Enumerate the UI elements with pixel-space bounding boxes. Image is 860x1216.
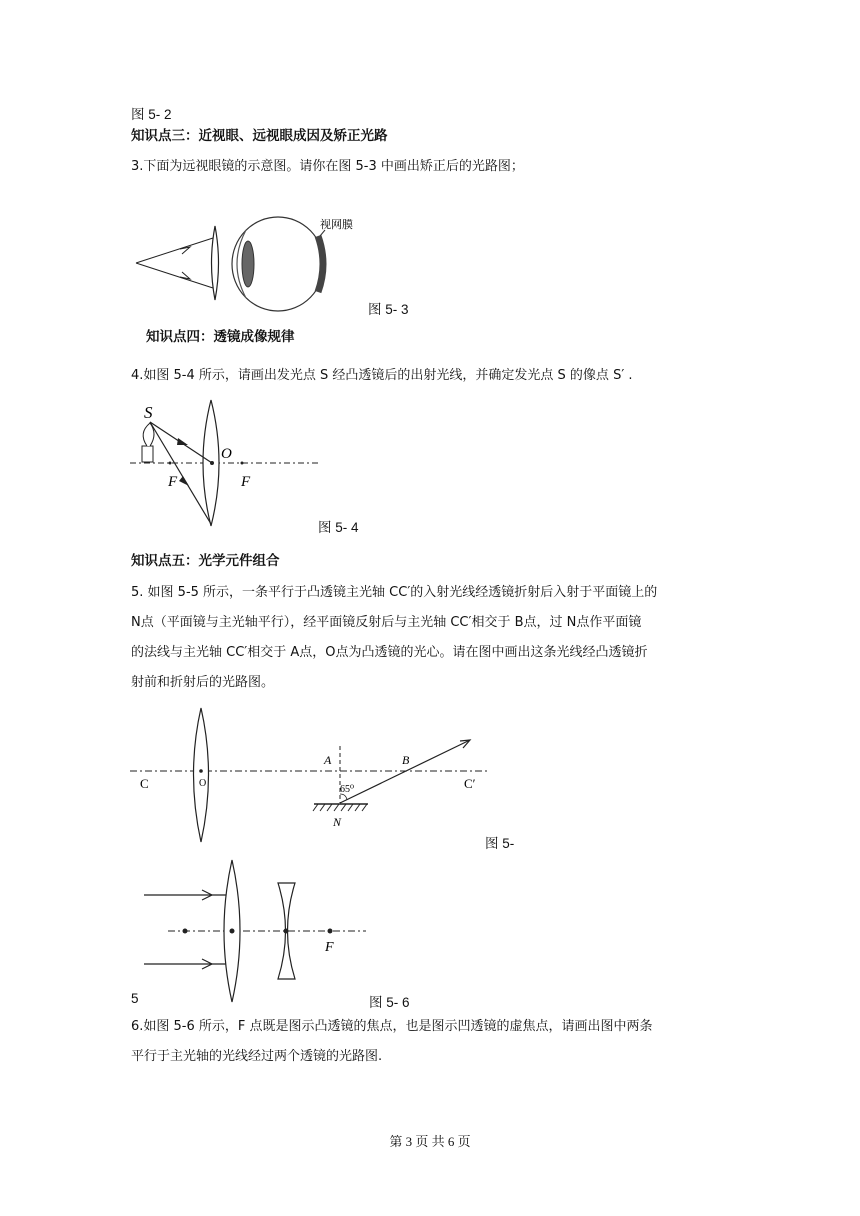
question-6-line-2: 平行于主光轴的光线经过两个透镜的光路图. (131, 1049, 383, 1064)
figure-5-2-caption: 图 5- 2 (131, 107, 172, 122)
figure-5-5-diagram (128, 706, 498, 846)
figure-5-4-diagram (128, 398, 328, 533)
question-4-text: 4.如图 5-4 所示，请画出发光点 S 经凸透镜后的出射光线，并确定发光点 S 的像点 S′ . (131, 368, 633, 383)
angle-label: 65⁰ (340, 784, 355, 795)
page-footer: 第 3 页 共 6 页 (389, 1134, 471, 1149)
point-a-label: A (324, 753, 332, 767)
question-6-text (131, 1012, 653, 1072)
section-5-heading: 知识点五：光学元件组合 (131, 553, 280, 569)
point-s-label: S (144, 403, 153, 422)
figure-5-6-diagram (128, 855, 368, 1005)
question-3-text: 3.下面为远视眼镜的示意图。请你在图 5-3 中画出矫正后的光路图； (131, 159, 524, 174)
figure-5-5-caption-continued: 5 (131, 991, 139, 1006)
optical-center-label: O (221, 446, 232, 462)
point-c-label: C (140, 776, 149, 791)
point-n-label: N (333, 815, 342, 829)
figure-5-6-caption: 图 5- 6 (369, 995, 410, 1010)
question-5-line-1: 5. 如图 5-5 所示，一条平行于凸透镜主光轴 CC′的入射光线经透镜折射后入射于平面镜上的 (131, 585, 658, 600)
figure-5-3-caption: 图 5- 3 (368, 302, 409, 317)
figure-5-4-caption: 图 5- 4 (318, 520, 359, 535)
point-b-label: B (402, 753, 410, 767)
figure-5-3-diagram (128, 208, 368, 318)
focus-f-label: F (325, 940, 334, 955)
focus-right-label: F (241, 474, 251, 490)
retina-label: 视网膜 (320, 219, 353, 231)
focus-left-label: F (168, 474, 178, 490)
point-c-prime-label: C′ (464, 776, 476, 791)
question-5-text (131, 578, 657, 698)
question-5-line-2: N点（平面镜与主光轴平行），经平面镜反射后与主光轴 CC′相交于 B点，过 N点作平面镜 (131, 615, 642, 630)
figure-5-5-caption: 图 5- (485, 836, 515, 851)
question-5-line-3: 的法线与主光轴 CC′相交于 A点，O点为凸透镜的光心。请在图中画出这条光线经凸透镜折 (131, 645, 648, 660)
section-3-heading: 知识点三：近视眼、远视眼成因及矫正光路 (131, 128, 388, 144)
section-4-heading: 知识点四：透镜成像规律 (146, 329, 295, 345)
point-o-label: O (199, 778, 207, 789)
question-5-line-4: 射前和折射后的光路图。 (131, 675, 275, 690)
question-6-line-1: 6.如图 5-6 所示，F 点既是图示凸透镜的焦点，也是图示凹透镜的虚焦点，请画出图中两条 (131, 1019, 653, 1034)
